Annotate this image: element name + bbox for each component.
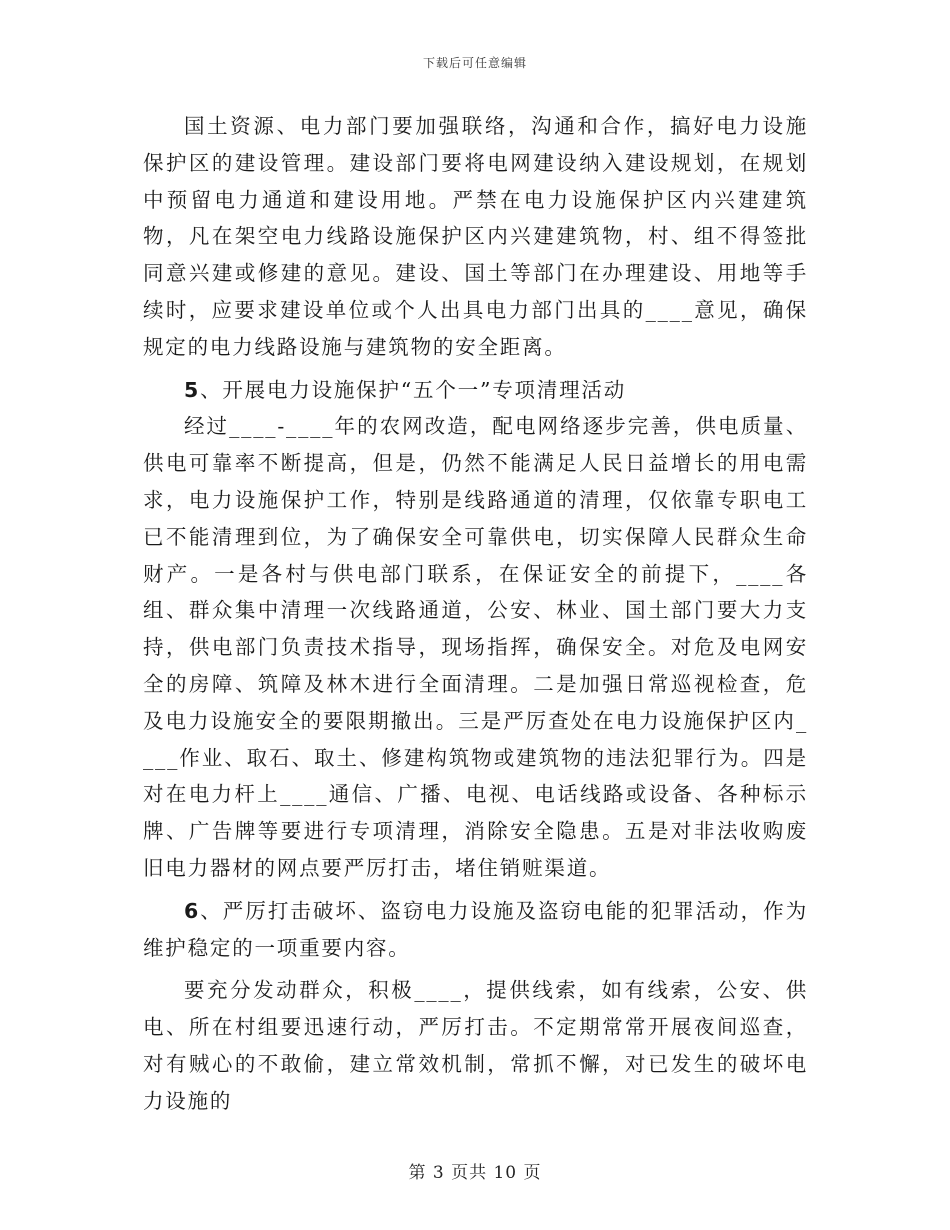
- heading-section-6: [143, 893, 808, 967]
- heading-number-5: 5: [184, 377, 201, 402]
- heading-text-6: 、严厉打击破坏、盗窃电力设施及盗窃电能的犯罪活动，作为维护稳定的一项重要内容。: [143, 898, 808, 960]
- heading-section-5: [143, 372, 808, 409]
- page-number-footer: 第 3 页共 10 页: [408, 1163, 542, 1183]
- heading-number-6: 6: [184, 898, 201, 923]
- header-note: 下载后可任意编辑: [422, 56, 527, 70]
- document-body: [143, 108, 808, 1120]
- paragraph-mobilize-masses: 要充分发动群众，积极____，提供线索，如有线索，公安、供电、所在村组要迅速行动，严厉打击。不定期常常开展夜间巡查，对有贼心的不敢偷，建立常效机制，常抓不懈，对已发生的破坏电力设施的: [143, 978, 808, 1113]
- paragraph-land-resources: 国土资源、电力部门要加强联络，沟通和合作，搞好电力设施保护区的建设管理。建设部门要将电网建设纳入建设规划，在规划中预留电力通道和建设用地。严禁在电力设施保护区内兴建建筑物，凡在架空电力线路设施保护区内兴建建筑物，村、组不得签批同意兴建或修建的意见。建设、国土等部门在办理建设、用地等手续时，应要求建设单位或个人出具电力部门出具的____意见，确保规定的电力线路设施与建筑物的安全距离。: [143, 114, 808, 359]
- heading-text-5: 、开展电力设施保护“五个一”专项清理活动: [200, 377, 627, 402]
- paragraph-cleanup-activity: 经过____-____年的农网改造，配电网络逐步完善，供电质量、供电可靠率不断提高，但是，仍然不能满足人民日益增长的用电需求，电力设施保护工作，特别是线路通道的清理，仅依靠专职电工已不能清理到位，为了确保安全可靠供电，切实保障人民群众生命财产。一是各村与供电部门联系，在保证安全的前提下，____各组、群众集中清理一次线路通道，公安、林业、国土部门要大力支持，供电部门负责技术指导，现场指挥，确保安全。对危及电网安全的房障、筑障及林木进行全面清理。二是加强日常巡视检查，危及电力设施安全的要限期撤出。三是严厉查处在电力设施保护区内____作业、取石、取土、修建构筑物或建筑物的违法犯罪行为。四是对在电力杆上____通信、广播、电视、电话线路或设备、各种标示牌、广告牌等要进行专项清理，消除安全隐患。五是对非法收购废旧电力器材的网点要严厉打击，堵住销赃渠道。: [143, 414, 808, 880]
